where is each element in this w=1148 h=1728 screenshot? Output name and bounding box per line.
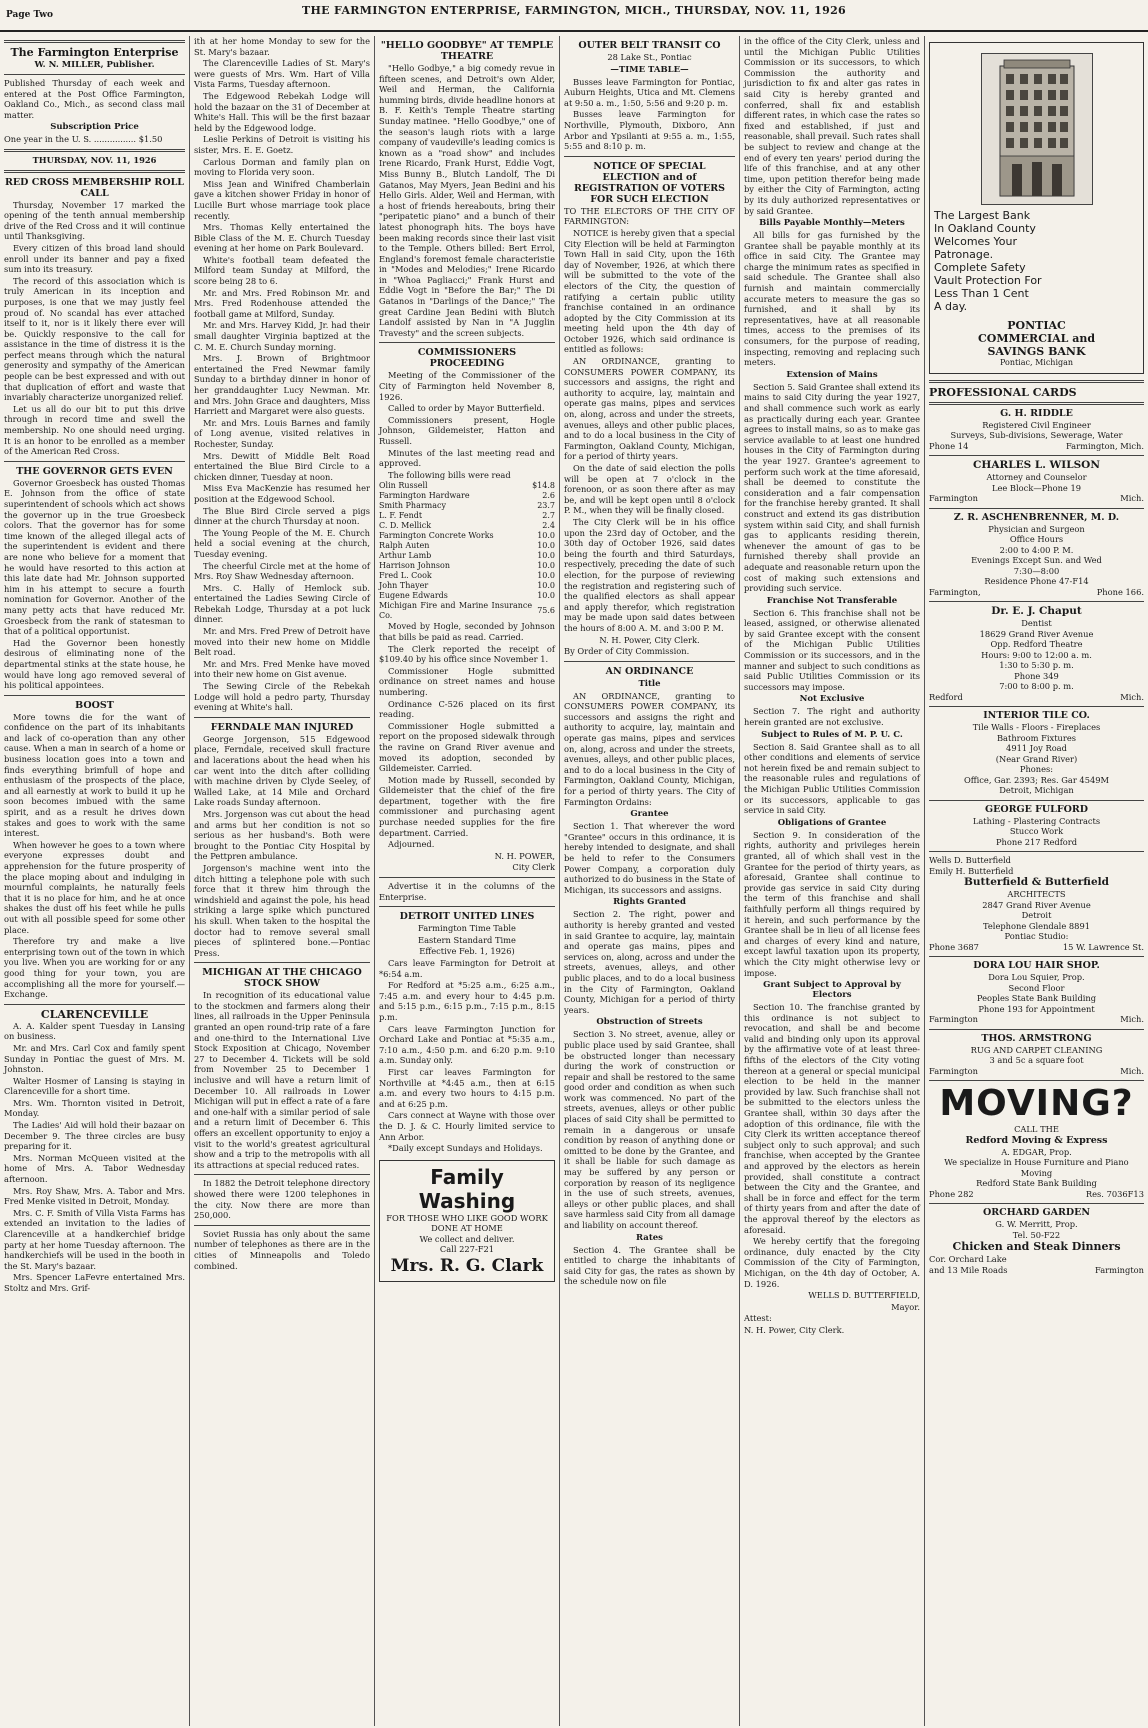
dul-subheading: Effective Feb. 1, 1926) xyxy=(419,946,515,957)
card-line: Phone 349 xyxy=(1014,670,1059,681)
notice-signature: N. H. Power, City Clerk. xyxy=(599,634,700,645)
card-line: CALL THE xyxy=(1014,1124,1059,1135)
notice-to: TO THE ELECTORS OF THE CITY OF FARMINGTON: xyxy=(564,205,735,227)
dul-heading: DETROIT UNITED LINES xyxy=(399,911,535,923)
card-location: Cor. Orchard Lake xyxy=(929,1254,1007,1265)
card-line: Residence Phone 47-F14 xyxy=(984,576,1089,587)
ordinance-subheading: Subject to Rules of M. P. U. C. xyxy=(761,729,903,740)
bill-amount: 10.0 xyxy=(537,591,555,601)
commissioners-paragraph: The Clerk reported the receipt of $109.40 by his office since November 1. xyxy=(379,643,555,665)
card-location: Mich. xyxy=(1120,1014,1144,1025)
commissioners-paragraph: Motion made by Russell, seconded by Gildemeister that the chief of the fire department, together with the fire commissioner and purchasing agent purchase needed supplies for the fire department. Carried. xyxy=(379,774,555,838)
clarenceville-heading: CLARENCEVILLE xyxy=(40,1007,149,1021)
local-item: Mrs. C. Hally of Hemlock sub. entertained the Ladies Sewing Circle of Rebekah Lodge, Thursday at a pot luck dinner. xyxy=(194,582,370,625)
card-phone: Phone 282 xyxy=(929,1188,974,1199)
commissioners-paragraph: Adjourned. xyxy=(388,839,435,850)
card-butterfield xyxy=(929,855,1144,952)
family-washing-line: We collect and deliver. xyxy=(419,1233,515,1244)
card-line: Office, Gar. 2393; Res. Gar 4549M xyxy=(963,774,1110,785)
card-line: We specialize in House Furniture and Piano Moving xyxy=(944,1157,1129,1178)
commissioners-paragraph: Commissioner Hogle submitted a report on the proposed sidewalk through the ravine on Grand River avenue and moved its adoption, seconded by Gildemeister. Carried. xyxy=(379,720,555,774)
michigan-heading: MICHIGAN AT THE CHICAGO STOCK SHOW xyxy=(202,967,362,990)
bill-payee: Farmington Concrete Works xyxy=(379,531,494,541)
local-item: Mrs. J. Brown of Brightmoor entertained the Fred Newmar family Sunday to a birthday dinner in honor of her granddaughter Lucy Newman. Mr. and Mrs. John Grace and daughters, Miss Harriett and Margaret were also guests. xyxy=(194,353,370,417)
mayor-signature: WELLS D. BUTTERFIELD, xyxy=(808,1290,920,1301)
local-item: Mr. and Mrs. Louis Barnes and family of Long avenue, visited relatives in Rochester, Sunday. xyxy=(194,417,370,449)
goodbye-heading: "HELLO GOODBYE" AT TEMPLE THEATRE xyxy=(380,40,554,62)
bill-payee: Olin Russell xyxy=(379,481,428,491)
card-line: Emily H. Butterfield xyxy=(929,865,1014,876)
clarenceville-item: Mrs. Roy Shaw, Mrs. A. Tabor and Mrs. Fred Menke visited in Detroit, Monday. xyxy=(4,1185,185,1207)
card-fulford xyxy=(929,804,1144,848)
moving-headline: MOVING? xyxy=(939,1083,1134,1125)
ferndale-heading: FERNDALE MAN INJURED xyxy=(210,721,354,733)
subscription-price: One year in the U. S. ................ $1.50 xyxy=(4,134,163,145)
ordinance-subheading: Extension of Mains xyxy=(786,369,878,380)
card-line: 3 and 5c a square foot xyxy=(989,1055,1084,1066)
card-line: Phone 193 for Appointment xyxy=(978,1003,1095,1014)
clarenceville-item: Mrs. Norman McQueen visited at the home of Mrs. A. Tabor Wednesday afternoon. xyxy=(4,1152,185,1185)
bank-building-illustration xyxy=(981,53,1093,205)
card-line: Evenings Except Sun. and Wed xyxy=(971,555,1102,566)
transit-subheading: —TIME TABLE— xyxy=(610,64,689,75)
local-item: Carlous Dorman and family plan on moving to Florida very soon. xyxy=(194,156,370,178)
card-line: Bathroom Fixtures xyxy=(996,732,1077,743)
masthead xyxy=(0,0,1148,32)
ordinance-subheading: Rates xyxy=(636,1232,663,1243)
card-location: and 13 Mile Roads xyxy=(929,1264,1008,1275)
governor-paragraph: Governor Groesbeck has ousted Thomas E. Johnson from the office of state superintendent of schools which act shows the governor up in the true Groesbeck colors. That the governor has for some time known of the alleged illegal acts of the superintendent is evident and there are none who believe for a moment that he would have resorted to this action at this late date had Mr. Johnson supported him in his attempt to secure a fourth nomination for Governor. Another of the many petty acts that have reduced Mr. Groesbeck from the rank of statesman to that of a political opportunist. xyxy=(4,477,185,637)
card-location: Farmington xyxy=(929,493,978,504)
card-line: Tel. 50-F22 xyxy=(1012,1229,1061,1240)
card-line: G. W. Merritt, Prop. xyxy=(995,1219,1078,1230)
bank-ad-line: Complete Safety xyxy=(934,261,1026,274)
local-item: White's football team defeated the Milford team Sunday at Milford, the score being 28 to 6. xyxy=(194,254,370,287)
clerk-signature: N. H. Power, City Clerk. xyxy=(744,1324,845,1335)
ordinance-paragraph: Section 4. The Grantee shall be entitled to charge the inhabitants of said City for gas, the rates as shown by the schedule now on file xyxy=(564,1244,735,1287)
ordinance-subheading: Bills Payable Monthly—Meters xyxy=(759,218,905,229)
card-name: GEORGE FULFORD xyxy=(984,803,1089,815)
card-name: INTERIOR TILE CO. xyxy=(983,710,1090,722)
family-washing-line: DONE AT HOME xyxy=(431,1223,503,1234)
boost-paragraph: When however he goes to a town where everyone expresses doubt and apprehension for the future prosperity of the place moping about and indulging in mournful complaints, he naturally feels that it is no place for him, and he at once shakes the dust off his feet while he pulls out with all possible speed for some other place. xyxy=(4,839,185,935)
ordinance-paragraph: Section 8. Said Grantee shall as to all other conditions and elements of service not herein fixed be and remain subject to the reasonable rules and regulations of the Michigan Public Utilities Commission or its successors, applicable to gas service in said City. xyxy=(744,741,920,816)
boost-heading: BOOST xyxy=(75,699,114,711)
column-4 xyxy=(560,36,740,1726)
bill-row xyxy=(379,591,555,601)
dul-paragraph: For Redford at *5:25 a.m., 6:25 a.m., 7:45 a.m. and every hour to 4:45 p.m. and 5:15 p.m., 6:15 p.m., 7:15 p.m., 8:15 p.m. xyxy=(379,980,555,1022)
bill-payee: Fred L. Cook xyxy=(379,571,432,581)
card-line: Detroit, Michigan xyxy=(999,785,1074,796)
card-name: THOS. ARMSTRONG xyxy=(981,1032,1092,1044)
red-cross-paragraph: Thursday, November 17 marked the opening of the tenth annual membership drive of the Red Cross and it will continue until Thanksgiving. xyxy=(4,199,185,242)
card-armstrong xyxy=(929,1033,1144,1077)
card-name: Z. R. ASCHENBRENNER, M. D. xyxy=(953,511,1120,523)
card-location: Mich. xyxy=(1120,691,1144,702)
card-line: Dentist xyxy=(1021,618,1052,629)
card-line: 2:00 to 4:00 P. M. xyxy=(999,544,1074,555)
card-line: Lee Block—Phone 19 xyxy=(991,482,1082,493)
ordinance-subheading: Franchise Not Transferable xyxy=(766,595,898,606)
card-wilson xyxy=(929,459,1144,504)
bank-ad-line: A day. xyxy=(934,300,968,313)
bank-ad-line: Patronage. xyxy=(934,248,994,261)
notice-paragraph: The City Clerk will be in his office upon the 23rd day of October, and the 30th day of October 1926, said dates being the fourth and third Saturdays, respectively, preceding the date of such election, for the purpose of reviewing the registration and registering such of the qualified electors as shall appear and apply therefor, which registration may be made upon said dates between the hours of 8:00 A. M. and 3:00 P. M. xyxy=(564,516,735,633)
dul-paragraph: *Daily except Sundays and Holidays. xyxy=(388,1143,543,1154)
ordinance-paragraph: Section 9. In consideration of the rights, authority and privileges herein granted, all of which shall vest in the Grantee for the period of thirty years, as aforesaid, Grantee shall continue to provide gas service in said City during the term of this franchise and shall faithfully perform all things required by it herein, and such performance by the Grantee shall be in lieu of all license fees and charges of every kind and nature, except lawful taxation upon its property, which the City might otherwise levy or impose. xyxy=(744,829,920,978)
telephone-item: In 1882 the Detroit telephone directory showed there were 1200 telephones in the city. Now there are more than 250,000. xyxy=(194,1178,370,1221)
bill-amount: 10.0 xyxy=(537,541,555,551)
family-washing-name: Mrs. R. G. Clark xyxy=(390,1256,544,1277)
bank-name-line: PONTIAC xyxy=(1007,319,1066,332)
local-item: The Young People of the M. E. Church held a social evening at the church, Tuesday evening. xyxy=(194,527,370,559)
dateline: THURSDAY, NOV. 11, 1926 xyxy=(32,154,157,165)
bill-row xyxy=(379,581,555,591)
michigan-paragraph: In recognition of its educational value to the stockmen and farmers along their lines, all railroads in the Upper Peninsula granted an open round-trip rate of a fare and one-third to the International Live Stock Exposition at Chicago, November 27 to December 4. Tickets will be sold from November 25 to December 1 inclusive and will have a return limit of December 10. All railroads in Lower Michigan will put in effect a rate of a fare and one-half with a similar period of sale and a return limit of December 6. This offers an excellent opportunity to enjoy a visit to the world's greatest agricultural show and a trip to the metropolis with all its attractions at special reduced rates. xyxy=(194,990,370,1170)
local-item: Miss Eva MacKenzie has resumed her position at the Edgewood School. xyxy=(194,483,370,504)
dul-subheading: Eastern Standard Time xyxy=(418,934,516,945)
attest-label: Attest: xyxy=(744,1313,772,1324)
card-line: Attorney and Counselor xyxy=(986,472,1087,483)
governor-paragraph: Had the Governor been honestly desirous of eliminating none of the departmental stinks at the state house, he would have long ago removed several of his political appointees. xyxy=(4,637,185,691)
ferndale-paragraph: Mrs. Jorgenson was cut about the head and arms but her condition is not so serious as her husband's. Both were brought to the Pontiac City Hospital by the Pettpren ambulance. xyxy=(194,808,370,862)
bill-payee: Eugene Edwards xyxy=(379,591,448,601)
bill-row xyxy=(379,601,555,621)
transit-paragraph: Busses leave Farmington for Northville, Plymouth, Dixboro, Ann Arbor and Ypsilanti at 9:55 a. m., 1:55, 5:55 and 8:10 p. m. xyxy=(564,109,735,152)
ordinance-paragraph: Section 5. Said Grantee shall extend its mains to said City during the year 1927, and shall commence such work as early as practically during each year. Grantee agrees to install mains, so as to make gas service available to at least one hundred houses in the City of Farmington during the year 1927. Grantee's agreement to perform such work at the time aforesaid, shall be deemed to constitute the consideration and a fair compensation for the franchise hereby granted. It shall construct and extend its gas distribution system within said City, and shall furnish gas to applicants residing therein, whenever the amount of gas to be furnished thereby shall provide an adequate and reasonable return upon the cost of making such extensions and providing such service. xyxy=(744,381,920,594)
card-location: Mich. xyxy=(1120,1065,1144,1076)
card-line: Pontiac Studio: xyxy=(1004,931,1069,942)
card-redford-moving xyxy=(929,1084,1144,1199)
notice-paragraph: AN ORDINANCE, granting to CONSUMERS POWER COMPANY, its successors and assigns, the right and authority to acquire, lay, maintain and operate gas mains, pipes and services on, along, across and under the streets, avenues, alleys and other public places, and to do a local business in the City of Farmington, Oakland County, Michigan, for a period of thirty years. xyxy=(564,356,735,462)
local-item: Mr. and Mrs. Fred Robinson Mr. and Mrs. Fred Rodenhouse attended the football game at Milford, Sunday. xyxy=(194,287,370,319)
card-line: Stucco Work xyxy=(1009,826,1064,837)
commissioners-paragraph: Minutes of the last meeting read and approved. xyxy=(379,447,555,469)
red-cross-paragraph: Every citizen of this broad land should enroll under its banner and pay a fixed sum into its treasury. xyxy=(4,242,185,275)
card-location: Farmington, Mich. xyxy=(1065,440,1144,451)
card-name: Butterfield & Butterfield xyxy=(964,876,1109,889)
ferndale-paragraph: George Jorgenson, 515 Edgewood place, Ferndale, received skull fracture and lacerations about the head when his car went into the ditch after colliding with machine driven by Clyde Seeley, of Walled Lake, at 14 Mile and Orchard Lake roads Sunday afternoon. xyxy=(194,733,370,808)
card-phone: Phone 166. xyxy=(1096,586,1144,597)
transit-address: 28 Lake St., Pontiac xyxy=(607,52,692,62)
card-line: Telephone Glendale 8891 xyxy=(982,920,1090,931)
bill-payee: Arthur Lamb xyxy=(379,551,432,561)
bill-row xyxy=(379,511,555,521)
dul-paragraph: Cars leave Farmington Junction for Orchard Lake and Pontiac at *5:35 a.m., 7:10 a.m., 4:50 p.m. and 6:20 p.m. 9:10 a.m. Sunday only. xyxy=(379,1023,555,1066)
local-item: The Blue Bird Circle served a pigs dinner at the church Thursday at noon. xyxy=(194,505,370,527)
local-item: Mr. and Mrs. Fred Menke have moved into their new home on Gist avenue. xyxy=(194,658,370,680)
card-riddle xyxy=(929,408,1144,452)
bill-row xyxy=(379,531,555,541)
clarenceville-item: Mrs. Spencer LaFevre entertained Mrs. Stoltz and Mrs. Grif- xyxy=(4,1272,185,1293)
bill-payee: L. F. Fendt xyxy=(379,511,423,521)
paper-name: The Farmington Enterprise xyxy=(10,46,179,59)
card-line: 4911 Joy Road xyxy=(1006,743,1067,754)
transit-heading: OUTER BELT TRANSIT CO xyxy=(578,40,721,51)
card-line: Office Hours xyxy=(1009,534,1064,545)
card-line: Wells D. Butterfield xyxy=(929,855,1011,866)
bill-amount: $14.8 xyxy=(532,481,555,491)
card-line: A. EDGAR, Prop. xyxy=(1001,1146,1072,1157)
card-name: ORCHARD GARDEN xyxy=(982,1207,1091,1219)
commissioners-paragraph: Called to order by Mayor Butterfield. xyxy=(388,403,545,414)
local-item: Leslie Perkins of Detroit is visiting his sister, Mrs. E. E. Goetz. xyxy=(194,134,370,155)
bill-row xyxy=(379,481,555,491)
subscription-heading: Subscription Price xyxy=(50,122,139,133)
card-location: Farmington, xyxy=(929,586,981,597)
bill-row xyxy=(379,571,555,581)
goodbye-paragraph: "Hello Godbye," a big comedy revue in fifteen scenes, and Detroit's own Alder, Weil and Herman, the California humming birds, divide headline honors at B. F. Keith's Temple Theatre starting Sunday matinee. "Hello Goodbye," one of the season's laugh riots with a large company of vaudeville's leading comics is known as a "road show" and includes Irene Ricardo, Frank Hurst, Eddie Vogt, Miss Bunny B., Blutch Landolf, The Di Gatanos, May Myers, Jean Bedini and his Hello Girls. Alder, Weil and Herman, with a host of friends hereabouts, bring their "peripatetic piano" and a bunch of their latest phonograph hits. The boys have been making records since their last visit to the Temple. Others billed: Bert Errol, England's foremost female characteristie in "Modes and Melodies;" Irene Ricardo in "Whoa Pagliacci;" Frank Hurst and Eddie Vogt in "Before the Bar;" The Di Gatanos in "Darlings of the Dance;" The great Cardine Jean Bedini with Blutch Landolf assisted by Nan in "A Jugglin Travesty" and the screen subjects. xyxy=(379,63,555,338)
ordinance-paragraph: Section 3. No street, avenue, alley or public place used by said Grantee, shall be obstructed longer than necessary during the work of construction or repair and shall be restored to the same good order and condition as when such work was commenced. No part of the streets, avenues, alleys or other public places of said City shall be permitted to remain in a dangerous or unsafe condition by reason of anything done or omitted to be done by the Grantee, and it shall be liable for such damage as may be suffered by any person or corporation by reason of its negligence in the use of such streets, avenues, alleys or other public places, and shall save harmless said City from all damage and liability on account thereof. xyxy=(564,1029,735,1230)
local-item: Miss Jean and Winifred Chamberlain gave a kitchen shower Friday in honor of Lucille Burt whose marriage took place recently. xyxy=(194,178,370,221)
ordinance-paragraph: Section 1. That wherever the word "Grantee" occurs in this ordinance, it is hereby intended to designate, and shall be held to refer to the Consumers Power Company, a corporation duly authorized to do business in the State of Michigan, its successors and assigns. xyxy=(564,821,735,895)
column-3 xyxy=(375,36,560,1726)
bill-payee: Harrison Johnson xyxy=(379,561,450,571)
card-chaput xyxy=(929,605,1144,702)
ordinance-paragraph: Section 6. This franchise shall not be leased, assigned, or otherwise alienated by said Grantee except with the consent of the Michigan Public Utilities Commission or its successors, and in the manner and subject to such conditions as said Public Utilities Commission or its successors may impose. xyxy=(744,607,920,692)
ordinance-subheading: Obstruction of Streets xyxy=(596,1017,703,1028)
ordinance-paragraph: Section 7. The right and authority herein granted are not exclusive. xyxy=(744,706,920,728)
ordinance-paragraph: Section 2. The right, power and authority is hereby granted and vested in said Grantee to acquire, lay, maintain and operate gas mains, pipes and services on, along, across and under the streets, avenues, alleys, and other public places, and to do a local business in the City of Farmington, Oakland County, Michigan for a period of thirty years. xyxy=(564,909,735,1015)
bill-payee: Farmington Hardware xyxy=(379,491,470,501)
dul-paragraph: Cars leave Farmington for Detroit at *6:54 a.m. xyxy=(379,958,555,979)
local-item: The Sewing Circle of the Rebekah Lodge will hold a pedro party, Thursday evening at White's hall. xyxy=(194,681,370,713)
bill-amount: 2.7 xyxy=(542,511,555,521)
card-line: Dora Lou Squier, Prop. xyxy=(988,972,1085,983)
card-name: Dr. E. J. Chaput xyxy=(991,605,1082,618)
card-name: Redford Moving & Express xyxy=(965,1134,1108,1146)
card-location: 15 W. Lawrence St. xyxy=(1062,941,1144,952)
professional-cards-heading: PROFESSIONAL CARDS xyxy=(929,385,1077,399)
bill-amount: 10.0 xyxy=(537,581,555,591)
ordinance-subheading: Obligations of Grantee xyxy=(777,817,887,828)
bill-amount: 75.6 xyxy=(537,606,555,616)
bank-name xyxy=(934,319,1139,358)
commissioners-paragraph: Meeting of the Commissioner of the City of Farmington held November 8, 1926. xyxy=(379,370,555,402)
ordinance-paragraph: Section 10. The franchise granted by this ordinance is not subject to revocation, and shall be and become valid and binding only upon its approval by the affirmative vote of at least three-fifths of the electors of the City voting thereon at a general or special municipal election to be held in the manner provided by law. Such franchise shall not be submitted to the electors unless the Grantee shall, within 30 days after the adoption of this ordinance, file with the City Clerk its written acceptance thereof subject only to such approval; and such franchise, when accepted by the Grantee and approved by the electors as herein provided, shall constitute a contract between the City and the Grantee, and shall be in force and effect for the term of thirty years from and after the date of the approval thereof by the electors as aforesaid. xyxy=(744,1002,920,1235)
commissioners-paragraph: Commissioner Hogle submitted ordinance on street names and house numbering. xyxy=(379,665,555,697)
published-notice: Published Thursday of each week and entered at the Post Office Farmington, Oakland Co., Mich., as second class mail matter. xyxy=(4,78,185,120)
clarenceville-item: A. A. Kalder spent Tuesday in Lansing on business. xyxy=(4,1020,185,1042)
red-cross-heading: RED CROSS MEMBERSHIP ROLL CALL xyxy=(5,176,184,199)
card-location: Farmington xyxy=(1095,1264,1144,1275)
bill-payee: Smith Pharmacy xyxy=(379,501,447,511)
local-item: Mrs. Dewitt of Middle Belt Road entertained the Blue Bird Circle to a chicken dinner, Tuesday at noon. xyxy=(194,450,370,482)
bill-payee: C. D. Mellick xyxy=(379,521,432,531)
card-line: 1:30 to 5:30 p. m. xyxy=(999,660,1074,671)
family-washing-line: FOR THOSE WHO LIKE GOOD WORK xyxy=(386,1212,548,1223)
card-line: 2847 Grand River Avenue xyxy=(982,899,1091,910)
card-name: G. H. RIDDLE xyxy=(1000,407,1073,419)
card-line: Peoples State Bank Building xyxy=(976,993,1097,1004)
card-line: (Near Grand River) xyxy=(995,753,1078,764)
card-location: Redford xyxy=(929,691,963,702)
card-line: RUG AND CARPET CLEANING xyxy=(970,1044,1103,1055)
orchard-garden-tagline: Chicken and Steak Dinners xyxy=(952,1240,1121,1254)
clarenceville-item: The Ladies' Aid will hold their bazaar on December 9. The three circles are busy preparing for it. xyxy=(4,1120,185,1152)
clarenceville-item: Mrs. Wm. Thornton visited in Detroit, Monday. xyxy=(4,1097,185,1119)
ordinance-paragraph: AN ORDINANCE, granting to CONSUMERS POWER COMPANY, its successors and assigns the right and authority to acquire, lay, maintain and operate gas mains, pipes and services on, along, across and under the streets, avenues, alleys, and other public places, and to do a local business in the City of Farmington, Oakland County, Michigan, for a period of thirty years. The City of Farmington Ordains: xyxy=(564,690,735,807)
bill-row xyxy=(379,501,555,511)
clarenceville-item: Walter Hosmer of Lansing is staying in Clarenceville for a short time. xyxy=(4,1075,185,1097)
card-name: CHARLES L. WILSON xyxy=(973,459,1100,472)
bill-row xyxy=(379,521,555,531)
boost-paragraph: Therefore try and make a live enterprising town out of the town in which you live. When you are working for or any good thing for your town, you are accomplishing all the more for yourself.—Exchange. xyxy=(4,936,185,1000)
family-washing-phone: Call 227-F21 xyxy=(439,1244,495,1255)
ordinance-subheading: Not Exclusive xyxy=(799,694,865,705)
bill-amount: 2.6 xyxy=(542,491,555,501)
local-item: Mr. and Mrs. Harvey Kidd, Jr. had their small daughter Virginia baptized at the C. M. E. Church Sunday morning. xyxy=(194,320,370,352)
family-washing-title: Family Washing xyxy=(418,1164,516,1213)
clarenceville-item: Mr. and Mrs. Carl Cox and family spent Sunday in Pontiac the guest of Mrs. M. Johnston. xyxy=(4,1042,185,1075)
card-phone: Phone 14 xyxy=(929,440,969,451)
card-line: 7:00 to 8:00 p. m. xyxy=(999,681,1074,692)
clarenceville-item: Mrs. C. F. Smith of Villa Vista Farms has extended an invitation to the ladies of Clarenceville at a handkerchief bridge party at her home Tuesday afternoon. The handkerchiefs will be used in the booth in the St. Mary's bazaar. xyxy=(4,1207,185,1271)
ordinance-paragraph: We hereby certify that the foregoing ordinance, duly enacted by the City Commission of the City of Farmington, Michigan, on the 4th day of October, A. D. 1926. xyxy=(744,1236,920,1289)
card-line: Phones: xyxy=(1019,764,1054,775)
card-line: 18629 Grand River Avenue xyxy=(979,628,1094,639)
card-interior-tile xyxy=(929,710,1144,796)
card-line: Opp. Redford Theatre xyxy=(990,639,1083,650)
local-item: The cheerful Circle met at the home of Mrs. Roy Shaw Wednesday afternoon. xyxy=(194,560,370,582)
bill-row xyxy=(379,491,555,501)
local-item: The Clarenceville Ladies of St. Mary's were guests of Mrs. Wm. Hart of Villa Vista Farms, Tuesday afternoon. xyxy=(194,58,370,90)
bill-row xyxy=(379,561,555,571)
ferndale-paragraph: Jorgenson's machine went into the ditch hitting a telephone pole with such force that it threw him through the windshield and against the pole, his head striking a large spike which punctured his skull. When taken to the hospital the doctor had to remove several small pieces of splintered bone.—Pontiac Press. xyxy=(194,862,370,958)
commissioners-heading: COMMISSIONERS PROCEEDING xyxy=(417,347,517,370)
ordinance-heading: AN ORDINANCE xyxy=(605,665,694,677)
ordinance-subheading: Rights Granted xyxy=(613,897,686,908)
publisher: W. N. MILLER, Publisher. xyxy=(34,60,155,70)
card-location: Farmington xyxy=(929,1014,978,1025)
card-phone: Res. 7036F13 xyxy=(1085,1188,1144,1199)
telephone-item: Soviet Russia has only about the same number of telephones as there are in the cities of Minneapolis and Toledo combined. xyxy=(194,1228,370,1271)
commissioners-paragraph: The following bills were read xyxy=(388,469,511,480)
card-line: Lathing - Plastering Contracts xyxy=(972,815,1101,826)
page-number: Page Two xyxy=(6,10,53,20)
boost-paragraph: More towns die for the want of confidence on the part of its inhabitants and lack of co-operation than any other cause. When a man in search of a home or business location goes into a town and finds everything brimfull of hope and enthusiasm of the prospects of the place, and all earnestly at work to build it up he soon becomes imbued with the same spirit, and as a result he drives down stakes and goes to work with the same interest. xyxy=(4,711,185,839)
family-washing-ad xyxy=(379,1160,555,1282)
card-line: Detroit xyxy=(1021,910,1052,921)
column-2 xyxy=(190,36,375,1726)
bill-payee: Ralph Auten xyxy=(379,541,430,551)
transit-paragraph: Busses leave Farmington for Pontiac, Auburn Heights, Utica and Mt. Clemens at 9:50 a. m., 1:50, 5:56 and 9:20 p. m. xyxy=(564,76,735,108)
bill-payee: John Thayer xyxy=(379,581,429,591)
bank-building-icon xyxy=(982,54,1092,204)
card-aschenbrenner xyxy=(929,512,1144,598)
bill-amount: 10.0 xyxy=(537,571,555,581)
clerk-signature: N. H. POWER, xyxy=(494,850,555,861)
bill-amount: 10.0 xyxy=(537,531,555,541)
red-cross-paragraph: Let us all do our bit to put this drive through in record time and swell the membership. No one should need urging. It is an honor to be enrolled as a member of the American Red Cross. xyxy=(4,403,185,457)
card-line: ARCHITECTS xyxy=(1007,889,1066,900)
masthead-title: THE FARMINGTON ENTERPRISE, FARMINGTON, MICH., THURSDAY, NOV. 11, 1926 xyxy=(302,4,846,17)
local-item: ith at her home Monday to sew for the St. Mary's bazaar. xyxy=(194,36,370,57)
bill-row xyxy=(379,551,555,561)
mayor-title: Mayor. xyxy=(891,1301,920,1312)
governor-heading: THE GOVERNOR GETS EVEN xyxy=(16,465,173,477)
column-1 xyxy=(0,36,190,1726)
card-location: Mich. xyxy=(1120,493,1144,504)
ordinance-subheading: Title xyxy=(638,678,661,689)
notice-heading: NOTICE OF SPECIAL ELECTION and of REGISTRATION OF VOTERS FOR SUCH ELECTION xyxy=(573,160,726,205)
advertise-note: Advertise it in the columns of the Enterprise. xyxy=(379,881,555,902)
card-line: 7:30—8:00 xyxy=(1013,565,1060,576)
bank-ad-text xyxy=(934,209,1139,313)
card-line: Surveys, Sub-divisions, Sewerage, Water xyxy=(950,430,1123,441)
bank-ad-line: Less Than 1 Cent xyxy=(934,287,1029,300)
notice-paragraph: NOTICE is hereby given that a special City Election will be held at Farmington Town Hall in said City, upon the 16th day of November, 1926, at which there will be submitted to the vote of the electors of the City, the question of ratifying a certain public utility franchise contained in an ordinance adopted by the City Commission at its meeting held upon the 4th day of October 1926, which said ordinance is entitled as follows: xyxy=(564,227,735,355)
card-line: Phone 217 Redford xyxy=(995,836,1078,847)
bill-amount: 23.7 xyxy=(537,501,555,511)
bank-ad xyxy=(929,42,1144,374)
card-line: Registered Civil Engineer xyxy=(982,419,1091,430)
clerk-title: City Clerk xyxy=(512,862,555,873)
bank-ad-line: Vault Protection For xyxy=(934,274,1042,287)
commissioners-paragraph: Commissioners present, Hogle Johnson, Gildemeister, Hatton and Russell. xyxy=(379,414,555,446)
ordinance-subheading: Grant Subject to Approval by Electors xyxy=(763,980,901,1001)
notice-signature: By Order of City Commission. xyxy=(564,646,690,657)
local-item: Mrs. Thomas Kelly entertained the Bible Class of the M. E. Church Tuesday evening at her home on Park Boulevard. xyxy=(194,222,370,254)
bill-amount: 2.4 xyxy=(542,521,555,531)
card-orchard-garden xyxy=(929,1207,1144,1275)
card-phone: Phone 3687 xyxy=(929,941,979,952)
local-item: The Edgewood Rebekah Lodge will hold the bazaar on the 31 of December at White's Hall. This will be the first bazaar held by the Edgewood lodge. xyxy=(194,90,370,133)
column-6 xyxy=(925,36,1148,1726)
bills-table xyxy=(379,481,555,621)
notice-paragraph: On the date of said election the polls will be open at 7 o'clock in the forenoon, or as soon there after as may be, and will be kept open until 8 o'clock P. M., when they will be finally closed. xyxy=(564,463,735,516)
card-location: Farmington xyxy=(929,1065,978,1076)
card-name: DORA LOU HAIR SHOP. xyxy=(973,960,1100,972)
ordinance-paragraph: All bills for gas furnished by the Grantee shall be payable monthly at its office in said City. The Grantee may charge the minimum rates as specified in said schedule. The Grantee shall also furnish and maintain commercially accurate meters to measure the gas so furnished, and it shall by its representatives, have at all reasonable times, access to the premises of its consumers, for the purpose of reading, inspecting, removing and replacing such meters. xyxy=(744,230,920,368)
bill-row xyxy=(379,541,555,551)
bank-name-line: COMMERCIAL and xyxy=(977,332,1096,345)
red-cross-paragraph: The record of this association which is truly American in its inception and purposes, is one that we may justly feel proud of. No scandal has ever attached itself to it, nor is it likely there ever will be. Quickly responsive to the call for assistance in the time of distress it is the perfect means through which the natural generosity and sympathy of the American people can be best expressed and with out that duplication of effort and waste that invariably characterize unorganized relief. xyxy=(4,275,185,403)
dul-paragraph: Cars connect at Wayne with those over the D. J. & C. Hourly limited service to Ann Arbor. xyxy=(379,1110,555,1142)
local-item: Mr. and Mrs. Fred Prew of Detroit have moved into their new home on Middle Belt road. xyxy=(194,626,370,658)
bank-ad-line: Welcomes Your xyxy=(934,235,1018,248)
commissioners-paragraph: Moved by Hogle, seconded by Johnson that bills be paid as read. Carried. xyxy=(379,621,555,642)
card-line: Second Floor xyxy=(1008,982,1065,993)
bank-ad-line: In Oakland County xyxy=(934,222,1036,235)
card-line: Hours: 9:00 to 12:00 a. m. xyxy=(981,649,1092,660)
dul-subheading: Farmington Time Table xyxy=(418,923,516,934)
bill-amount: 10.0 xyxy=(537,551,555,561)
bank-location: Pontiac, Michigan xyxy=(999,358,1074,367)
bill-amount: 10.0 xyxy=(537,561,555,571)
card-line: Tile Walls - Floors - Fireplaces xyxy=(972,722,1101,733)
dul-paragraph: First car leaves Farmington for Northville at *4:45 a.m., then at 6:15 a.m. and every two hours to 4:15 p.m. and at 6:25 p.m. xyxy=(379,1066,555,1109)
bank-name-line: SAVINGS BANK xyxy=(987,345,1086,358)
card-line: Physician and Surgeon xyxy=(988,523,1085,534)
ordinance-subheading: Grantee xyxy=(630,809,669,820)
commissioners-paragraph: Ordinance C-526 placed on its first reading. xyxy=(379,698,555,720)
bank-ad-line: The Largest Bank xyxy=(934,209,1031,222)
bill-payee: Michigan Fire and Marine Insurance Co. xyxy=(379,601,533,621)
column-5 xyxy=(740,36,925,1726)
ordinance-paragraph: in the office of the City Clerk, unless and until the Michigan Public Utilities Commission or its successors, to which Commission the authority and jurisdiction to fix and alter gas rates in said City is hereby granted and conferred, shall fix and establish different rates, in which case the rates so fixed and established, if just and reasonable, shall prevail. Such rates shall be subject to review and change at the end of every ten years' period during the life of this franchise, and at any other time, upon petition therefor being made by either the City of Farmington, acting by its duly authorized representatives or by said Grantee. xyxy=(744,36,920,216)
card-dora-lou xyxy=(929,960,1144,1025)
card-line: Redford State Bank Building xyxy=(976,1178,1097,1189)
